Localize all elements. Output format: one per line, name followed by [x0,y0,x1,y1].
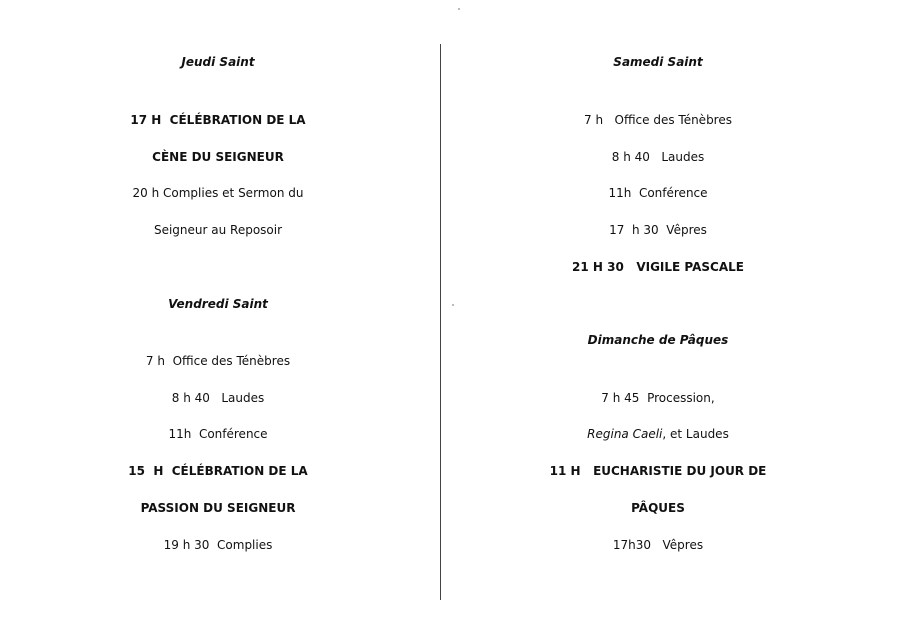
event-line: 20 h Complies et Sermon du [132,186,304,200]
event-line: CÈNE DU SEIGNEUR [152,150,284,164]
event-line: PÂQUES [631,501,685,515]
event-line: 17h30 Vêpres [612,538,704,552]
event-line: 8 h 40 Laudes [171,391,265,405]
column-divider [440,44,441,600]
day-title-jeudi-saint: Jeudi Saint [181,55,255,69]
event-line [446,420,870,448]
scan-speck [458,8,460,10]
day-title-dimanche-de-paques: Dimanche de Pâques [587,333,729,347]
event-line: 8 h 40 Laudes [611,150,705,164]
regina-caeli-text: Regina Caeli [587,427,663,441]
event-line: PASSION DU SEIGNEUR [140,501,296,515]
event-line: 11h Conférence [608,186,708,200]
event-line: 15 H CÉLÉBRATION DE LA [128,464,308,478]
event-line: 19 h 30 Complies [163,538,273,552]
scan-speck [452,304,454,306]
day-title-vendredi-saint: Vendredi Saint [168,297,268,311]
event-line: Seigneur au Reposoir [153,223,283,237]
event-line: 11h Conférence [168,427,268,441]
et-laudes-text: , et Laudes [662,427,729,441]
event-line: 11 H EUCHARISTIE DU JOUR DE [549,464,767,478]
event-line: 7 h Office des Ténèbres [145,354,291,368]
event-line: 7 h 45 Procession, [601,391,715,405]
event-line: 21 H 30 VIGILE PASCALE [572,260,744,274]
day-title-samedi-saint: Samedi Saint [613,55,703,69]
event-line: 7 h Office des Ténèbres [584,113,732,127]
event-line: 17 h 30 Vêpres [609,223,707,237]
event-line: 17 H CÉLÉBRATION DE LA [130,113,306,127]
